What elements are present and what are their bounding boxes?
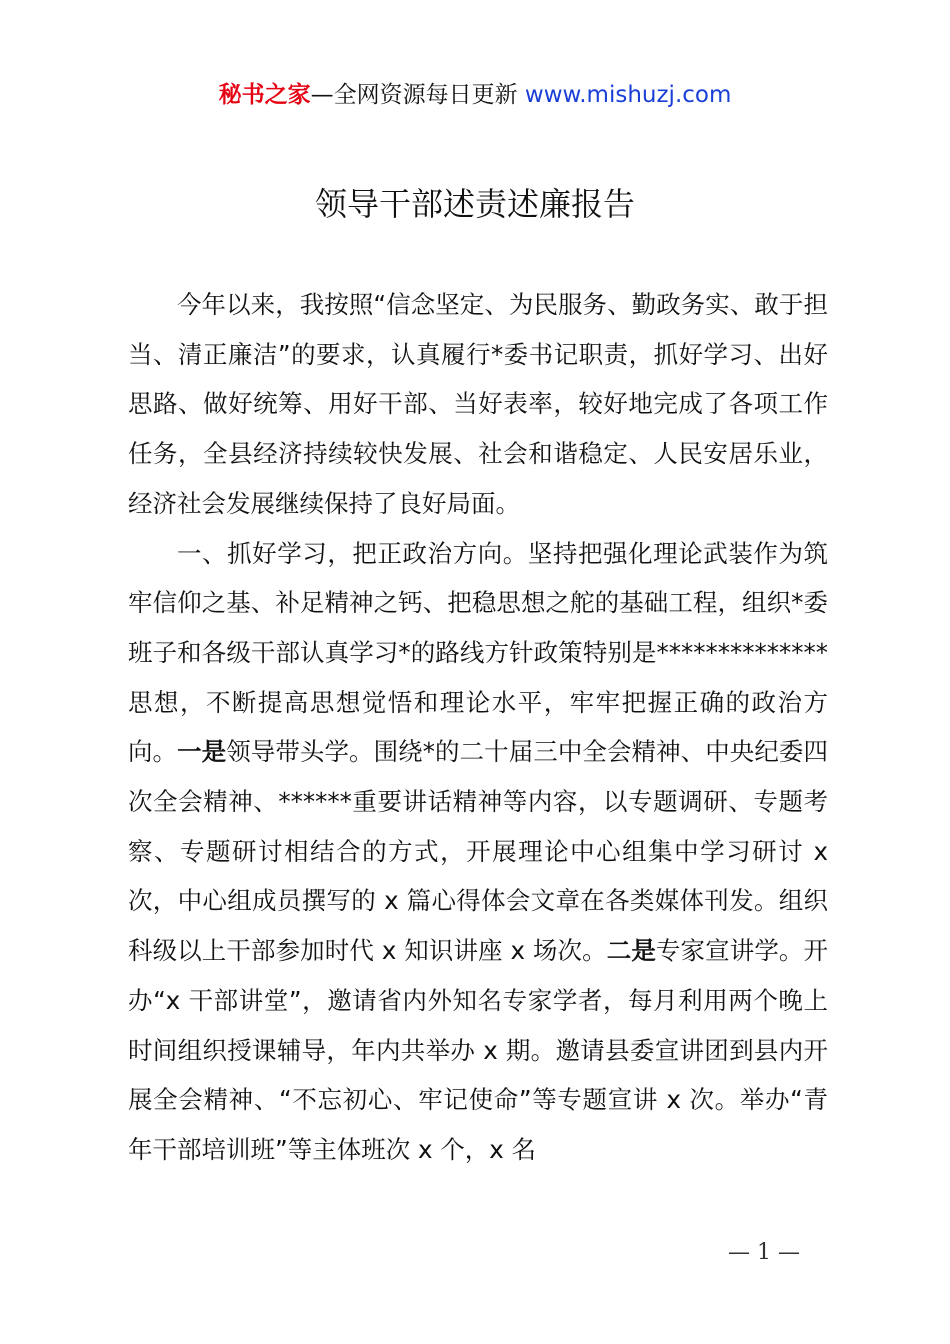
point-1-label: 一是 [177, 737, 227, 767]
document-body [128, 280, 828, 1175]
site-brand-name: 秘书之家 [218, 82, 311, 108]
section-1-heading: 一、抓好学习，把正政治方向。 [177, 538, 528, 568]
section-1-paragraph [128, 529, 828, 1175]
site-url-link[interactable]: www.mishuzj.com [524, 82, 732, 108]
site-slogan: —全网资源每日更新 [310, 82, 518, 108]
point-2-label: 二是 [606, 936, 656, 966]
document-title: 领导干部述责述廉报告 [314, 185, 635, 223]
section-1-text: 坚持把强化理论武装作为筑牢信仰之基、补足精神之钙、把稳思想之舵的基础工程，组织*委班子和各级干部认真学习*的路线方针政策特别是**************思想，不断提高思想觉悟和理论水平，牢牢把握正确的政治方向。 [128, 538, 829, 767]
page-number: — 1 — [728, 1240, 800, 1265]
site-header-banner [0, 80, 950, 110]
intro-paragraph: 今年以来，我按照“信念坚定、为民服务、勤政务实、敢于担当、清正廉洁”的要求，认真履行*委书记职责，抓好学习、出好思路、做好统筹、用好干部、当好表率，较好地完成了各项工作任务，全县经济持续较快发展、社会和谐稳定、人民安居乐业，经济社会发展继续保持了良好局面。 [128, 290, 828, 518]
point-2-text: 专家宣讲学。开办“x 干部讲堂”，邀请省内外知名专家学者，每月利用两个晚上时间组织授课辅导，年内共举办 x 期。邀请县委宣讲团到县内开展全会精神、“不忘初心、牢记使命”等专题宣讲 x 次。举办“青年干部培训班”等主体班次 x 个，x 名 [128, 936, 829, 1164]
point-1-text: 领导带头学。围绕*的二十届三中全会精神、中央纪委四次全会精神、******重要讲话精神等内容，以专题调研、专题考察、专题研讨相结合的方式，开展理论中心组集中学习研讨 x 次，中心组成员撰写的 x 篇心得体会文章在各类媒体刊发。组织科级以上干部参加时代 x 知识讲座 x 场次。 [128, 737, 828, 966]
